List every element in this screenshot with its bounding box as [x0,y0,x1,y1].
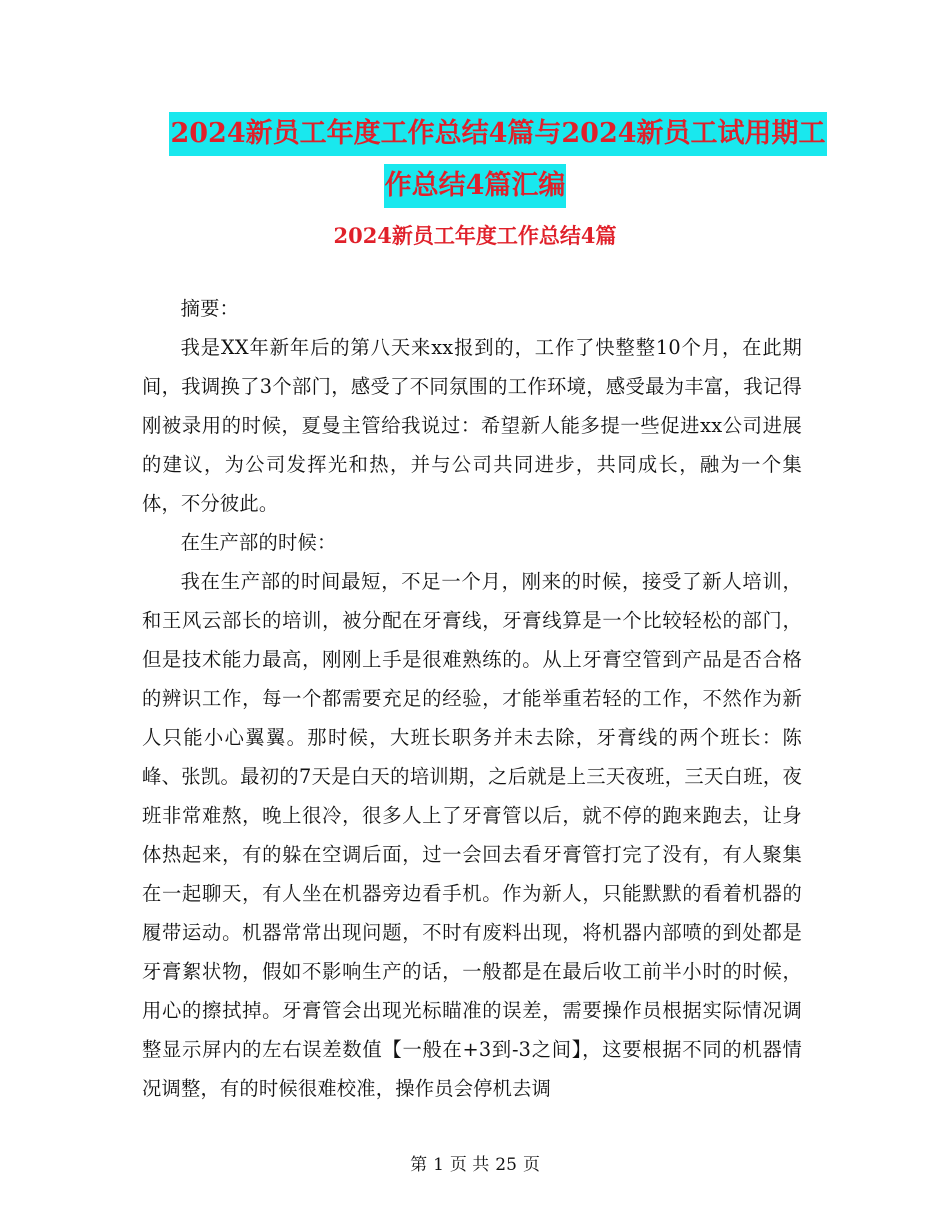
paragraph-production: 我在生产部的时间最短，不足一个月，刚来的时候，接受了新人培训，和王风云部长的培训，被分配在牙膏线，牙膏线算是一个比较轻松的部门，但是技术能力最高，刚刚上手是很难熟练的。从上牙膏空管到产品是否合格的辨识工作，每一个都需要充足的经验，才能举重若轻的工作，不然作为新人只能小心翼翼。那时候，大班长职务并未去除，牙膏线的两个班长：陈峰、张凯。最初的7天是白天的培训期，之后就是上三天夜班，三天白班，夜班非常难熬，晚上很冷，很多人上了牙膏管以后，就不停的跑来跑去，让身体热起来，有的躲在空调后面，过一会回去看牙膏管打完了没有，有人聚集在一起聊天，有人坐在机器旁边看手机。作为新人，只能默默的看着机器的履带运动。机器常常出现问题，不时有废料出现，将机器内部喷的到处都是牙膏絮状物，假如不影响生产的话，一般都是在最后收工前半小时的时候，用心的擦拭掉。牙膏管会出现光标瞄准的误差，需要操作员根据实际情况调整显示屏内的左右误差数值【一般在+3到-3之间】，这要根据不同的机器情况调整，有的时候很难校准，操作员会停机去调 [142,570,802,1100]
paragraph-production-label: 在生产部的时候： [180,531,337,554]
page-footer [0,1153,950,1177]
footer-middle: 页 共 [449,1155,490,1175]
footer-total-pages: 25 [495,1155,517,1175]
document-title [0,112,950,208]
title-line-2: 作总结4篇汇编 [384,164,567,208]
footer-page-number: 1 [433,1155,444,1175]
paragraph-abstract-label: 摘要： [180,297,240,320]
paragraph-intro: 我是XX年新年后的第八天来xx报到的，工作了快整整10个月，在此期间，我调换了3个部门，感受了不同氛围的工作环境，感受最为丰富，我记得刚被录用的时候，夏曼主管给我说过：希望新人能多提一些促进xx公司进展的建议，为公司发挥光和热，并与公司共同进步，共同成长，融为一个集体，不分彼此。 [142,336,802,515]
document-body [142,289,802,1108]
footer-prefix: 第 [410,1155,428,1175]
footer-suffix: 页 [522,1155,540,1175]
title-line-1: 2024新员工年度工作总结4篇与2024新员工试用期工 [169,112,826,156]
section-heading: 2024新员工年度工作总结4篇 [333,223,617,248]
